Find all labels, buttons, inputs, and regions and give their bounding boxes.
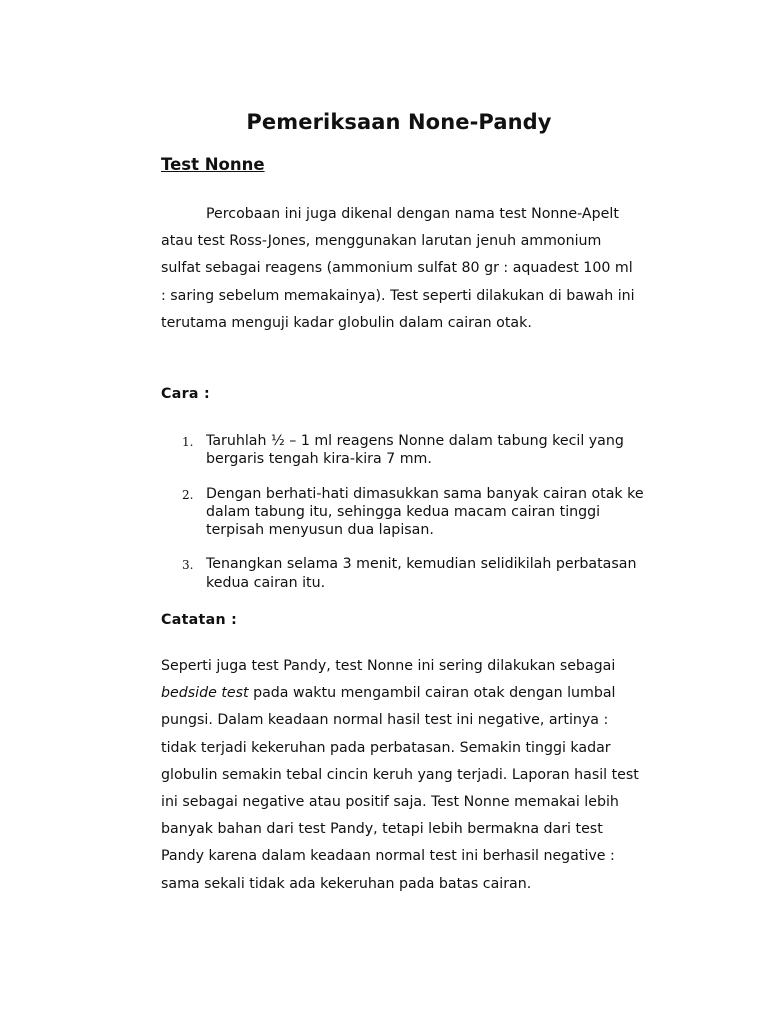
document-title: Pemeriksaan None-Pandy bbox=[246, 110, 552, 134]
list-item-number: 1. bbox=[182, 435, 194, 449]
list-item bbox=[161, 432, 651, 469]
notes-text-before: Seperti juga test Pandy, test Nonne ini sering dilakukan sebagai bbox=[161, 658, 616, 674]
intro-text: Percobaan ini juga dikenal dengan nama test Nonne-Apelt atau test Ross-Jones, menggunakan larutan jenuh ammonium sulfat sebagai reagens (ammonium sulfat 80 gr : aquadest 100 ml : saring sebelum memakainya). Test seperti dilakukan di bawah ini terutama menguji kadar globulin dalam cairan otak. bbox=[161, 206, 635, 331]
list-item-text: Dengan berhati-hati dimasukkan sama banyak cairan otak ke dalam tabung itu, sehingga kedua macam cairan tinggi terpisah menyusun dua lapisan. bbox=[206, 485, 644, 539]
notes-paragraph bbox=[161, 653, 641, 898]
intro-paragraph bbox=[161, 201, 641, 337]
catatan-label: Catatan : bbox=[161, 612, 238, 628]
list-item bbox=[161, 485, 651, 540]
steps-list bbox=[161, 432, 651, 608]
cara-label: Cara : bbox=[161, 386, 210, 402]
list-item-text: Tenangkan selama 3 menit, kemudian selidikilah perbatasan kedua cairan itu. bbox=[206, 556, 637, 591]
notes-emphasis: bedside test bbox=[161, 685, 249, 702]
list-item-number: 3. bbox=[182, 558, 194, 573]
notes-text-after: pada waktu mengambil cairan otak dengan lumbal pungsi. Dalam keadaan normal hasil test ini negative, artinya : tidak terjadi kekeruhan pada perbatasan. Semakin tinggi kadar globulin semakin tebal cincin keruh yang terjadi. Laporan hasil test ini sebagai negative atau positif saja. Test Nonne memakai lebih banyak bahan dari test Pandy, tetapi lebih bermakna dari test Pandy karena dalam keadaan normal test ini berhasil negative : sama sekali tidak ada kekeruhan pada batas cairan. bbox=[161, 685, 639, 892]
list-item bbox=[161, 555, 651, 592]
list-item-text: Taruhlah ½ – 1 ml reagens Nonne dalam tabung kecil yang bergaris tengah kira-kira 7 mm. bbox=[206, 433, 624, 468]
section-heading: Test Nonne bbox=[161, 155, 265, 174]
list-item-number: 2. bbox=[182, 487, 194, 502]
